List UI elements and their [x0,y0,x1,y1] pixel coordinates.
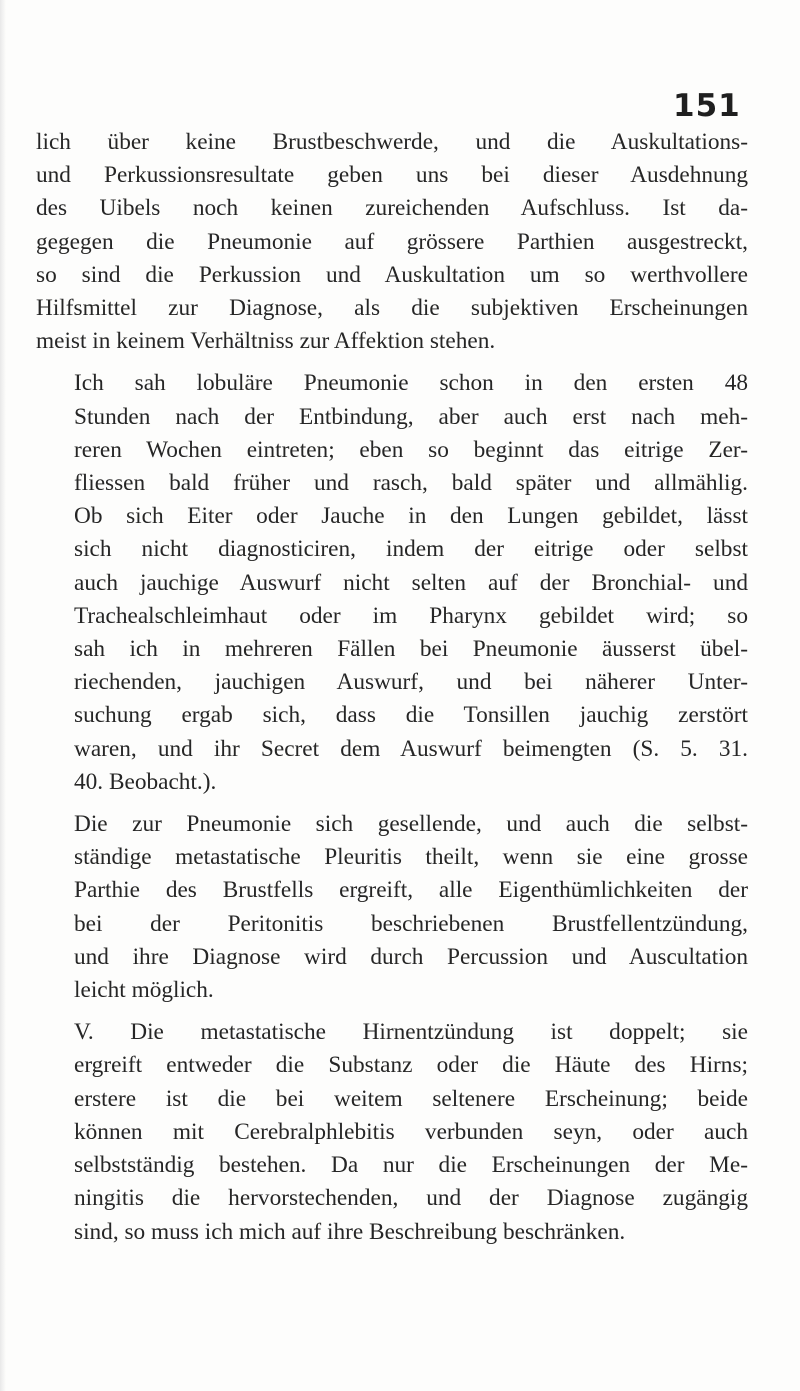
text-line: so sind die Perkussion und Auskultation um so werthvollere [36,261,748,288]
text-line: fliessen bald früher und rasch, bald später und allmählig. [74,470,748,497]
text-line: waren, und ihr Secret dem Auswurf beimengten (S. 5. 31. [74,735,748,762]
text-line: Stunden nach der Entbindung, aber auch erst nach meh- [74,403,748,430]
paragraph-2 [36,367,748,799]
text-line: lich über keine Brustbeschwerde, und die Auskultations- [36,129,748,155]
text-line: und ihre Diagnose wird durch Percussion und Auscultation [74,943,748,970]
text-line: Hilfsmittel zur Diagnose, als die subjektiven Erscheinungen [36,295,748,322]
text-line: Trachealschleimhaut oder im Pharynx gebildet wird; so [74,602,748,629]
text-line: sich nicht diagnosticiren, indem der eitrige oder selbst [74,536,748,563]
text-line: Parthie des Brustfells ergreift, alle Eigenthümlichkeiten der [74,877,748,904]
text-line: bei der Peritonitis beschriebenen Brustfellentzündung, [74,910,748,937]
text-line: erstere ist die bei weitem seltenere Erscheinung; beide [74,1085,748,1112]
text-line: gegegen die Pneumonie auf grössere Parthien ausgestreckt, [36,228,748,255]
text-line: V. Die metastatische Hirnentzündung ist doppelt; sie [74,1019,748,1046]
text-line: suchung ergab sich, dass die Tonsillen jauchig zerstört [74,702,748,729]
text-line: sah ich in mehreren Fällen bei Pneumonie äusserst übel- [74,636,748,663]
text-line: ständige metastatische Pleuritis theilt, wenn sie eine grosse [74,844,748,871]
text-line: 40. Beobacht.). [74,768,217,795]
text-line: ergreift entweder die Substanz oder die Häute des Hirns; [74,1052,748,1079]
text-line: Ich sah lobuläre Pneumonie schon in den ersten 48 [74,370,748,397]
page-edge-shadow [0,0,6,1391]
text-line: meist in keinem Verhältniss zur Affektion stehen. [36,328,496,355]
body-text [36,126,748,1249]
text-line: und Perkussionsresultate geben uns bei dieser Ausdehnung [36,162,748,189]
paragraph-4 [36,1016,748,1248]
text-line: ningitis die hervorstechenden, und der Diagnose zugängig [74,1185,748,1212]
text-line: Ob sich Eiter oder Jauche in den Lungen gebildet, lässt [74,503,748,530]
text-line: des Uibels noch keinen zureichenden Aufschluss. Ist da- [36,195,748,222]
text-line: riechenden, jauchigen Auswurf, und bei näherer Unter- [74,669,748,696]
paragraph-1 [36,126,748,358]
text-line: leicht möglich. [74,977,214,1004]
paragraph-3 [36,808,748,1007]
text-line: Die zur Pneumonie sich gesellende, und auch die selbst- [74,811,748,838]
text-line: sind, so muss ich mich auf ihre Beschreibung beschränken. [74,1218,626,1245]
text-line: reren Wochen eintreten; eben so beginnt das eitrige Zer- [74,436,748,463]
text-line: können mit Cerebralphlebitis verbunden seyn, oder auch [74,1118,748,1145]
text-line: auch jauchige Auswurf nicht selten auf der Bronchial- und [74,569,748,596]
text-line: selbstständig bestehen. Da nur die Erscheinungen der Me- [74,1152,748,1179]
page-number: 151 [673,88,741,124]
